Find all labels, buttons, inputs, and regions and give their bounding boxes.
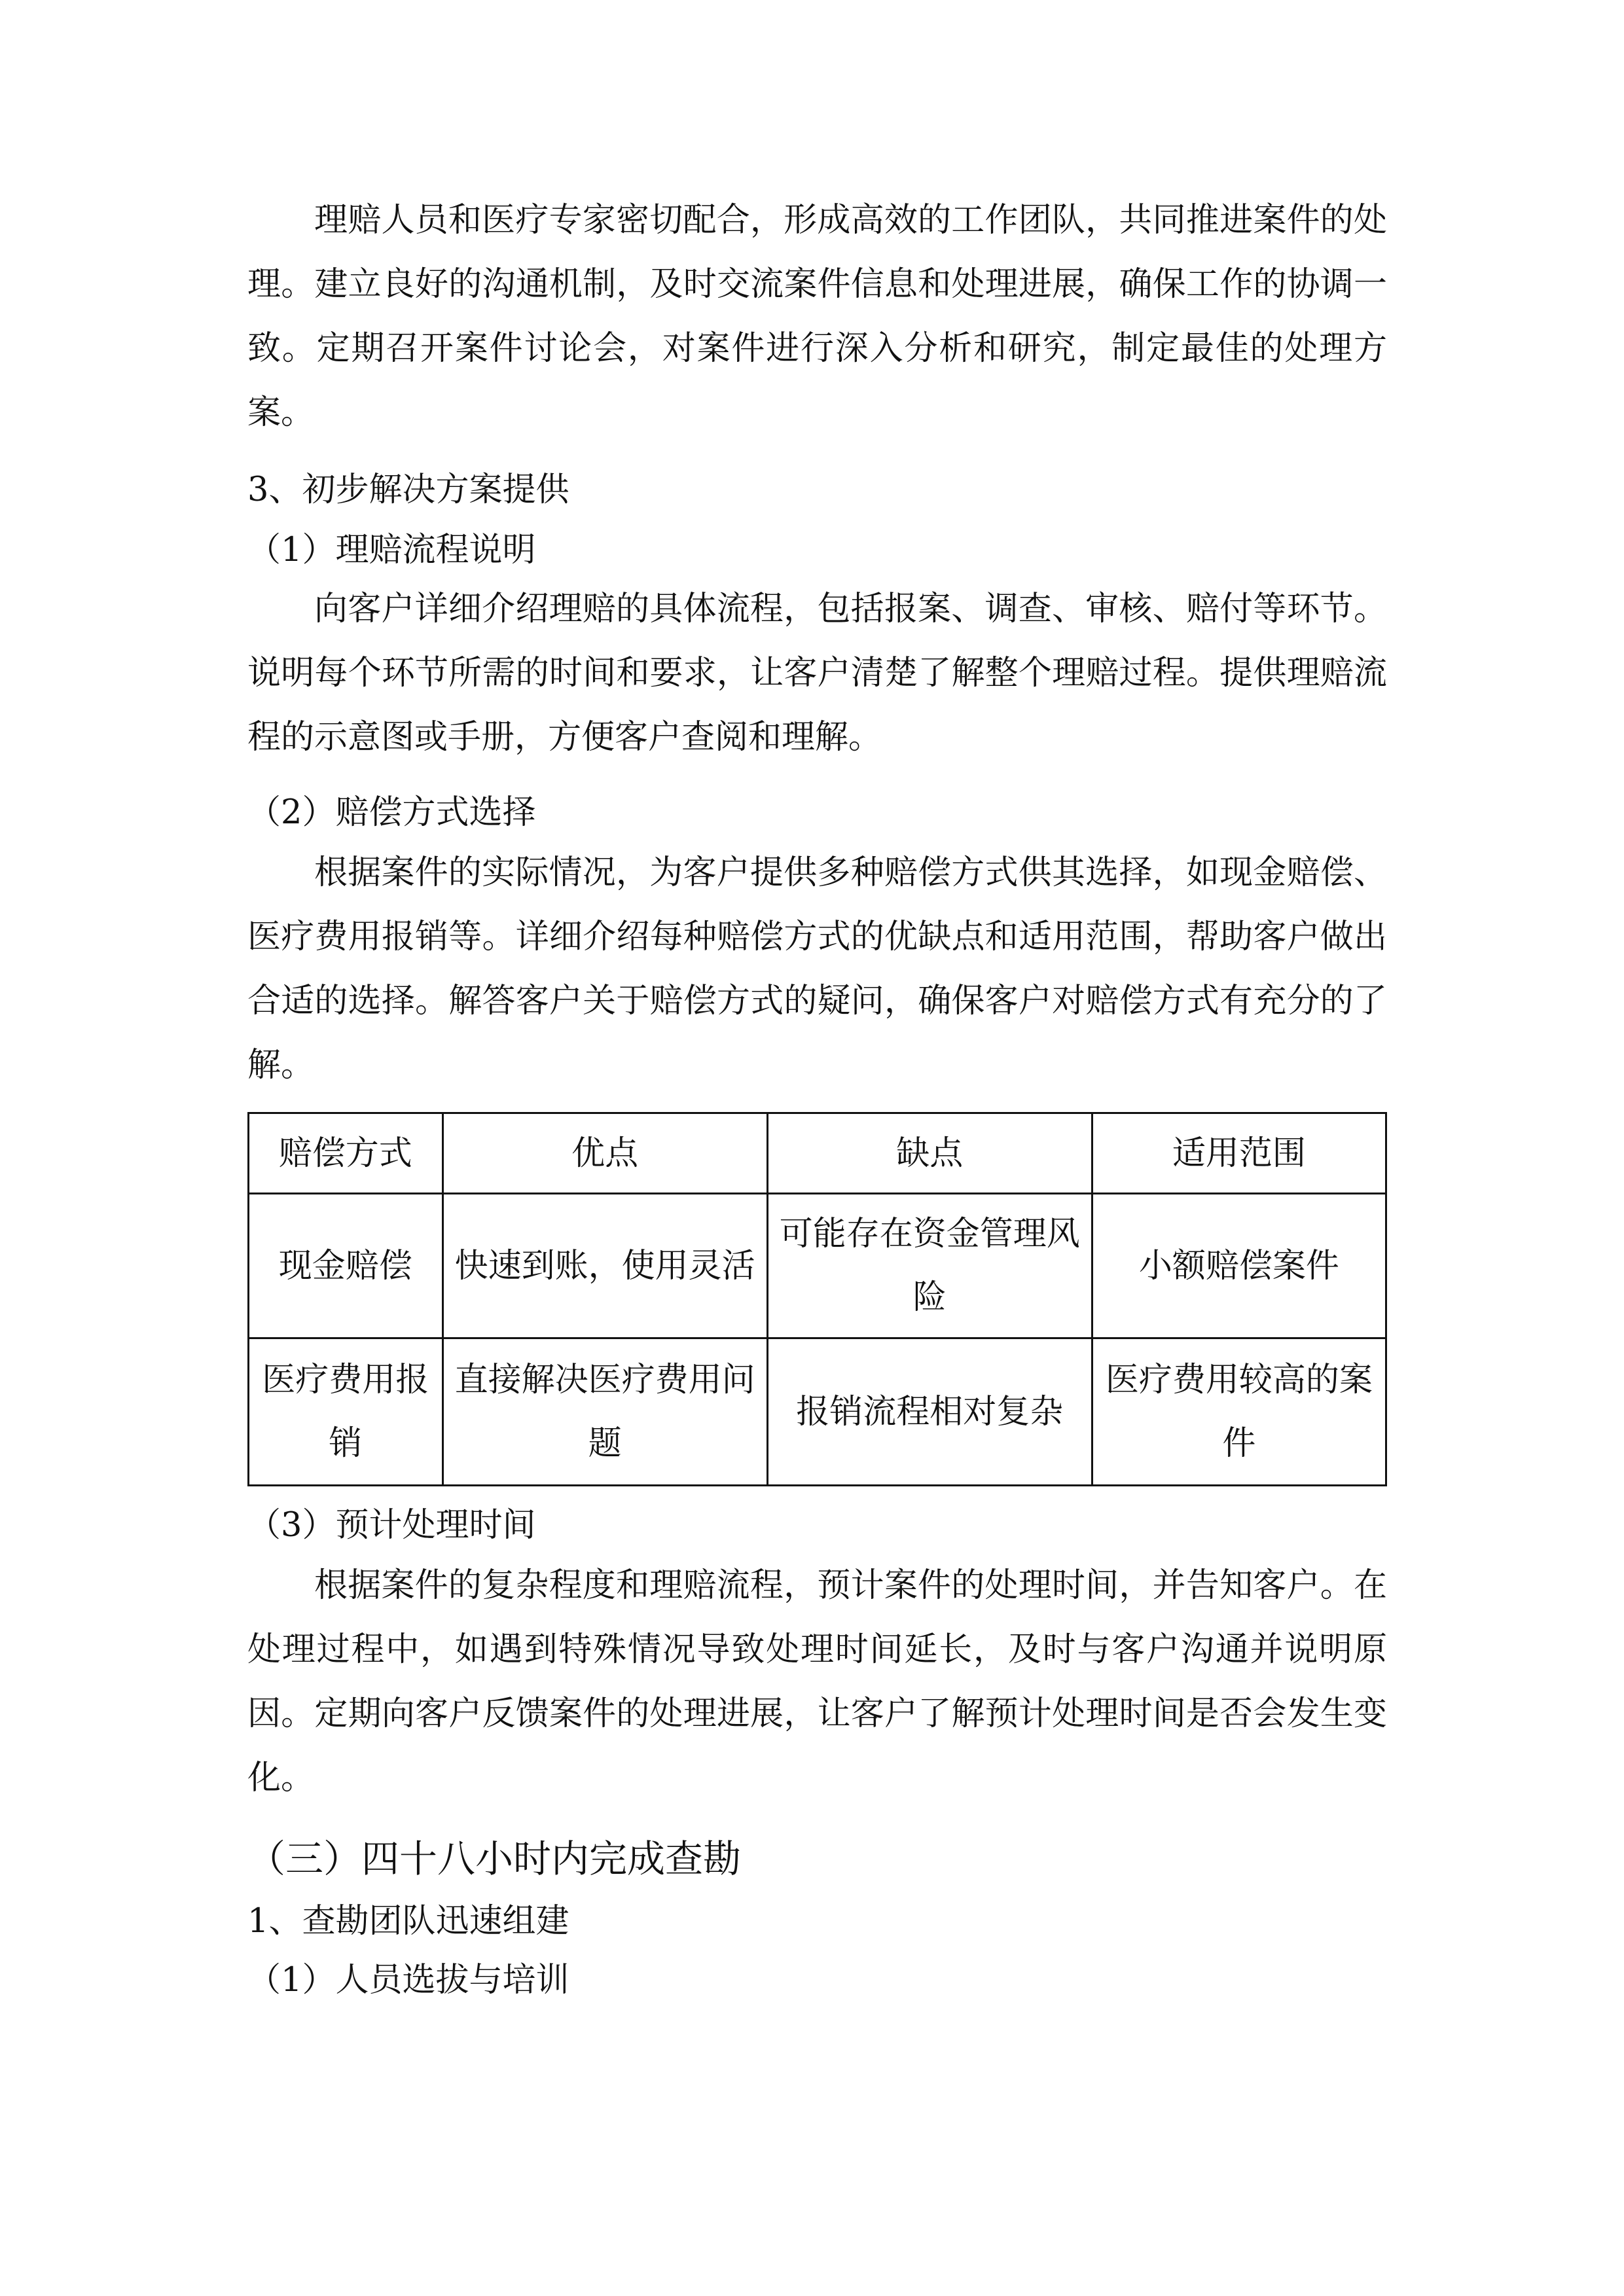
table-cell: 现金赔偿 [249,1194,443,1338]
table-header-cell: 赔偿方式 [249,1113,443,1194]
paragraph-claim-process: 向客户详细介绍理赔的具体流程，包括报案、调查、审核、赔付等环节。说明每个环节所需的时间和要求，让客户清楚了解整个理赔过程。提供理赔流程的示意图或手册，方便客户查阅和理解。 [247,590,1387,757]
paragraph-team-cooperation: 理赔人员和医疗专家密切配合，形成高效的工作团队，共同推进案件的处理。建立良好的沟通机制，及时交流案件信息和处理进展，确保工作的协调一致。定期召开案件讨论会，对案件进行深入分析和研究，制定最佳的处理方案。 [247,201,1387,432]
heading-survey-team: 1、查勘团队迅速组建 [247,1902,569,1941]
table-cell: 直接解决医疗费用问题 [442,1338,767,1486]
table-cell: 医疗费用较高的案件 [1092,1338,1386,1486]
heading-preliminary-solution: 3、初步解决方案提供 [247,471,569,509]
paragraph-processing-time: 根据案件的复杂程度和理赔流程，预计案件的处理时间，并告知客户。在处理过程中，如遇到特殊情况导致处理时间延长，及时与客户沟通并说明原因。定期向客户反馈案件的处理进展，让客户了解预计处理时间是否会发生变化。 [247,1566,1387,1797]
table-cell: 小额赔偿案件 [1092,1194,1386,1338]
table-header-row [249,1113,1386,1194]
table-cell: 可能存在资金管理风险 [767,1194,1092,1338]
table-row [249,1338,1386,1486]
table-cell: 报销流程相对复杂 [767,1338,1092,1486]
subheading-claim-process: （1）理赔流程说明 [247,531,536,569]
subheading-compensation-method: （2）赔偿方式选择 [247,793,536,832]
table-cell: 医疗费用报销 [249,1338,443,1486]
compensation-table [247,1112,1387,1486]
table-header-cell: 缺点 [767,1113,1092,1194]
table-row [249,1194,1386,1338]
paragraph-compensation-method: 根据案件的实际情况，为客户提供多种赔偿方式供其选择，如现金赔偿、医疗费用报销等。详细介绍每种赔偿方式的优缺点和适用范围，帮助客户做出合适的选择。解答客户关于赔偿方式的疑问，确保客户对赔偿方式有充分的了解。 [247,853,1387,1085]
subheading-processing-time: （3）预计处理时间 [247,1506,536,1545]
table-cell: 快速到账，使用灵活 [442,1194,767,1338]
subheading-staff-selection: （1）人员选拔与培训 [247,1961,569,2000]
table-header-cell: 适用范围 [1092,1113,1386,1194]
section-heading-survey: （三）四十八小时内完成查勘 [247,1837,742,1881]
table-header-cell: 优点 [442,1113,767,1194]
